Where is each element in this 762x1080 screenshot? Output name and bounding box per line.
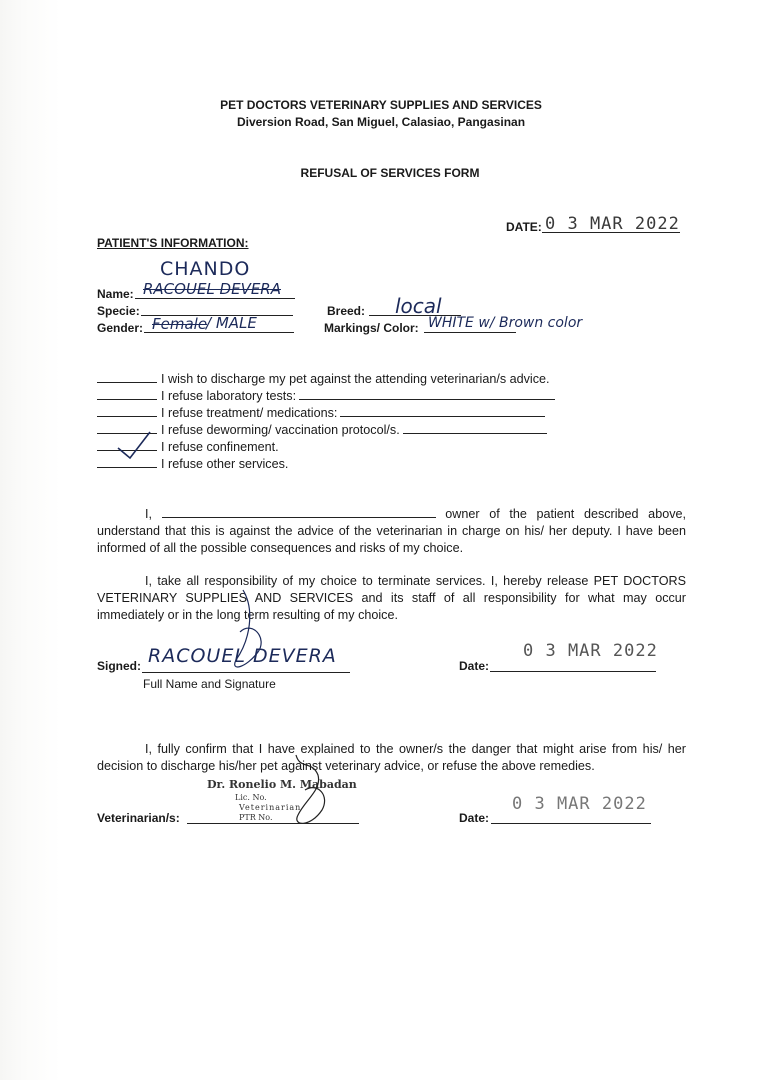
markings-value: WHITE w/ Brown color	[428, 315, 583, 331]
date-label: DATE:	[506, 220, 542, 234]
refusal-text: I refuse laboratory tests:	[161, 389, 297, 403]
pet-name-handwritten: CHANDO	[160, 258, 251, 280]
gender-struck-value: Female	[152, 315, 208, 333]
owner-signature: RACOUEL DEVERA	[148, 645, 337, 667]
vet-stamp-title: Veterinarian	[239, 803, 302, 812]
form-title: REFUSAL OF SERVICES FORM	[300, 166, 480, 180]
company-name: PET DOCTORS VETERINARY SUPPLIES AND SERVICES	[220, 98, 542, 112]
refusal-text: I wish to discharge my pet against the attending veterinarian/s advice.	[161, 372, 550, 386]
vet-stamp-license: Lic. No.	[235, 793, 267, 802]
breed-value: local	[395, 294, 442, 318]
date-stamp: 0 3 MAR 2022	[545, 214, 680, 234]
veterinarian-label: Veterinarian/s:	[97, 811, 180, 825]
confinement-checkmark	[118, 432, 150, 458]
company-address: Diversion Road, San Miguel, Calasiao, Pangasinan	[236, 115, 526, 129]
refusal-text: I refuse other services.	[161, 457, 289, 471]
patient-section-title: PATIENT'S INFORMATION:	[97, 236, 249, 250]
gender-label: Gender:	[97, 321, 144, 335]
veterinarian-statement-body: I, fully confirm that I have explained to the owner/s the danger that might arise from his/ her decision to discharge his/her pet against veterinary advice, or refuse the above remedies.	[97, 742, 686, 773]
owner-signature-flourish	[235, 590, 261, 667]
veterinarian-date-stamp: 0 3 MAR 2022	[512, 794, 647, 814]
vet-stamp-ptr: PTR No.	[239, 813, 273, 822]
name-struck-value: RACOUEL DEVERA	[143, 280, 281, 298]
responsibility-statement-body: I, take all responsibility of my choice to terminate services. I, hereby release PET DOCTORS VETERINARY SUPPLIES AND SERVICES and its staff of all responsibility for what may occur immediately or in the long term resulting of my choice.	[97, 574, 686, 622]
owner-statement-body: owner of the patient described above, understand that this is against the advice of the veterinarian in charge on his/ her deputy. I have been informed of all the possible consequences and risks of my choice.	[97, 507, 686, 555]
signature-date-label: Date:	[459, 659, 490, 673]
signature-caption: Full Name and Signature	[143, 677, 276, 691]
veterinarian-date-label: Date:	[459, 811, 490, 825]
name-label: Name:	[97, 287, 134, 301]
gender-value: / MALE	[206, 314, 257, 332]
vet-stamp-name: Dr. Ronelio M. Mabadan	[207, 778, 357, 791]
veterinarian-signature	[296, 755, 325, 823]
specie-label: Specie:	[97, 304, 140, 318]
refusal-text: I refuse treatment/ medications:	[161, 406, 338, 420]
signature-date-stamp: 0 3 MAR 2022	[523, 641, 658, 661]
signed-label: Signed:	[97, 659, 141, 673]
refusal-text: I refuse confinement.	[161, 440, 279, 454]
markings-label: Markings/ Color:	[324, 321, 419, 335]
owner-statement-prefix: I,	[145, 507, 152, 521]
refusal-text: I refuse deworming/ vaccination protocol/s.	[161, 423, 400, 437]
breed-label: Breed:	[327, 304, 366, 318]
